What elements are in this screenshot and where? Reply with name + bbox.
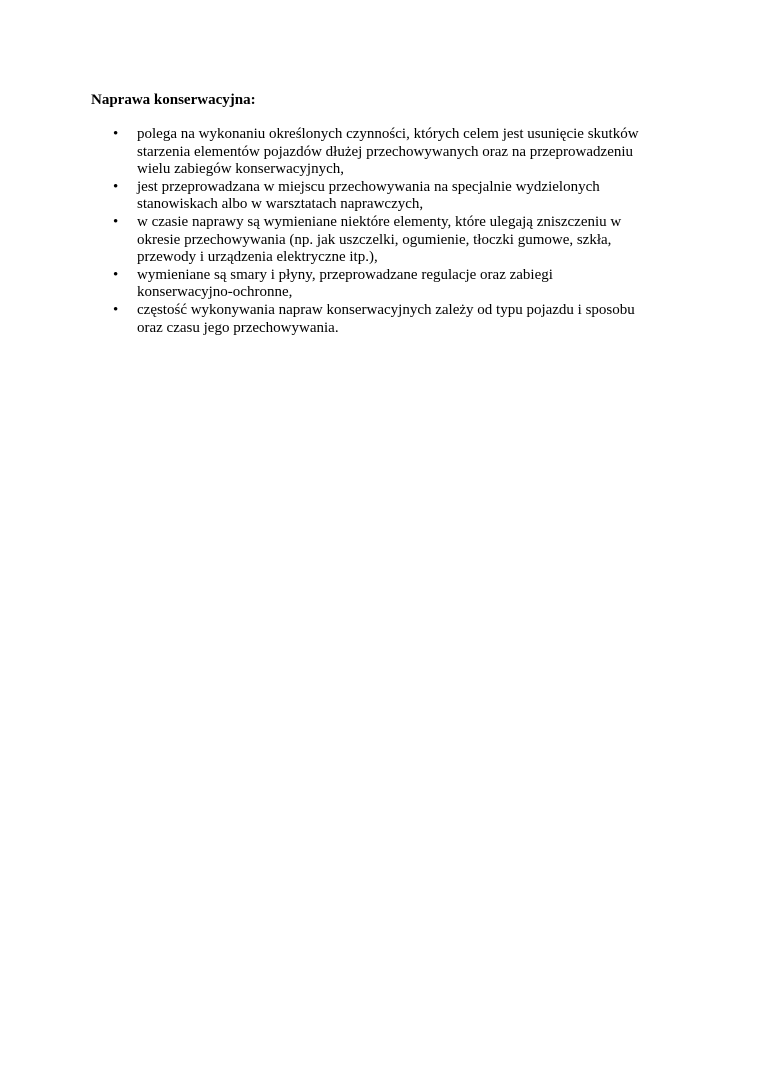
bullet-icon: •: [113, 213, 119, 230]
list-item: [91, 126, 666, 179]
list-item-text: częstość wykonywania napraw konserwacyjnych zależy od typu pojazdu i sposobu oraz czasu jego przechowywania.: [137, 301, 635, 336]
list-item: [91, 179, 666, 214]
list-item-text: w czasie naprawy są wymieniane niektóre elementy, które ulegają zniszczeniu w okresie przechowywania (np. jak uszczelki, ogumienie, tłoczki gumowe, szkła, przewody i urządzenia elektryczne itp.),: [137, 213, 622, 266]
bullet-icon: •: [113, 266, 119, 283]
bullet-icon: •: [113, 126, 119, 142]
bullet-icon: •: [113, 301, 119, 318]
bullet-list: [91, 126, 666, 337]
list-item-text: wymieniane są smary i płyny, przeprowadzane regulacje oraz zabiegi konserwacyjno-ochronne,: [137, 266, 553, 301]
document-heading: Naprawa konserwacyjna:: [91, 92, 256, 108]
list-item-text: polega na wykonaniu określonych czynności, których celem jest usunięcie skutków starzenia elementów pojazdów dłużej przechowywanych oraz na przeprowadzeniu wielu zabiegów konserwacyjnych,: [137, 126, 639, 178]
bullet-icon: •: [113, 178, 119, 195]
list-item-text: jest przeprowadzana w miejscu przechowywania na specjalnie wydzielonych stanowiskach albo w warsztatach naprawczych,: [137, 178, 600, 213]
list-item: [91, 214, 666, 267]
list-item: [91, 302, 666, 337]
list-item: [91, 267, 666, 302]
